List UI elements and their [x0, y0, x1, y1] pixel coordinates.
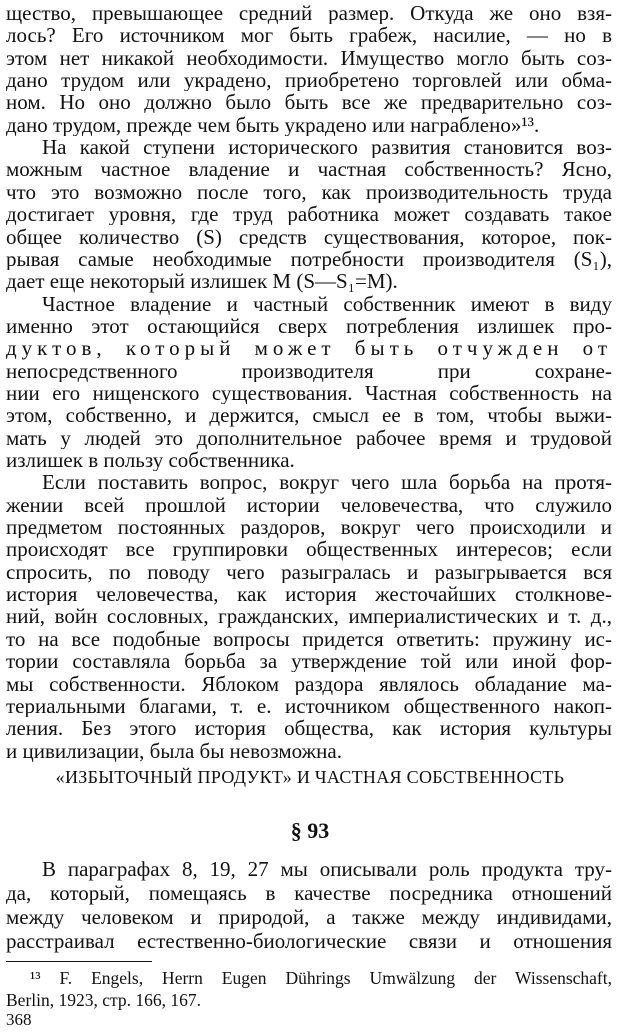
text-line: дано трудом или украдено, приобретено торговлей или обма- — [6, 69, 612, 92]
text-line: лось? Его источником мог быть грабеж, насилие, — но в — [6, 24, 612, 47]
section-number: § 93 — [290, 818, 330, 843]
text-line: дано трудом, прежде чем быть украдено или награблено»¹³. — [6, 113, 540, 137]
text-line: мы собственности. Яблоком раздора являлось обладание ма- — [6, 672, 612, 695]
footnote-line: Berlin, 1923, стр. 166, 167. — [6, 990, 201, 1010]
text-line: этом нет никакой необходимости. Имущество могло быть соз- — [6, 46, 612, 70]
text-line: можным частное владение и частная собственность? Ясно, — [6, 158, 612, 181]
text-line: между человеком и природой, а также между индивидами, — [6, 905, 612, 929]
text-line: достигает уровня, где труд работника может создавать такое — [6, 203, 612, 226]
text-line: предметом постоянных раздоров, вокруг чего происходили и — [6, 516, 612, 539]
text-line: расстраивал естественно-биологические связи и отношения — [6, 929, 612, 953]
text-line: мать у людей это дополнительное рабочее время и трудовой — [6, 426, 612, 449]
text-line: непосредственного производителя при сохране- — [6, 359, 612, 382]
text-line: излишек в пользу собственника. — [6, 449, 295, 472]
text-line: На какой ступени исторического развития становится воз- — [42, 136, 612, 159]
text-line: дает еще некоторый излишек M (S—S₁=M). — [6, 270, 398, 293]
text-line: ном. Но оно должно было быть все же предварительно соз- — [6, 91, 612, 114]
text-line: именно этот остающийся сверх потребления излишек про- — [6, 314, 612, 338]
footnote-line: ¹³ F. Engels, Herrn Eugen Dührings Umwälzung der Wissenschaft, — [30, 968, 612, 988]
text-line: история человечества, как история жесточайших столкнове- — [6, 583, 612, 606]
text-line: рывая самые необходимые потребности производителя (S₁), — [6, 247, 612, 271]
footnote-divider — [6, 961, 152, 962]
text-line: общее количество (S) средств существования, которое, пок- — [6, 225, 612, 248]
text-line: Частное владение и частный собственник имеют в виду — [42, 292, 612, 315]
text-line: этом, собственно, и держится, смысл ее в том, чтобы выжи- — [6, 404, 612, 427]
page-number: 368 — [6, 1010, 32, 1029]
text-line: тории составляла борьба за утверждение той или иной фор- — [6, 650, 612, 673]
text-line: нии его нищенского существования. Частная собственность на — [6, 381, 612, 405]
text-line: происходят все группировки общественных интересов; если — [6, 538, 612, 561]
text-line: жении всей прошлой истории человечества, что служило — [6, 493, 612, 517]
section-heading: «ИЗБЫТОЧНЫЙ ПРОДУКТ» И ЧАСТНАЯ СОБСТВЕННОСТЬ — [55, 767, 565, 787]
text-line: спросить, по поводу чего разыгралась и разыгрывается вся — [6, 560, 612, 584]
text-line: щество, превышающее средний размер. Откуда же оно взя- — [6, 2, 612, 25]
text-line: и цивилизации, была бы невозможна. — [6, 739, 342, 762]
text-line: ний, войн сословных, гражданских, империалистических и т. д., — [6, 605, 612, 628]
text-line: да, который, помещаясь в качестве посредника отношений — [6, 881, 612, 905]
text-line: ления. Без этого история общества, как история культуры — [6, 717, 612, 740]
text-line: то на все подобные вопросы придется ответить: пружину ис- — [6, 627, 612, 651]
text-line: териальными благами, т. е. источником общественного накоп- — [6, 694, 612, 718]
text-line: что это возможно после того, как производительность труда — [6, 180, 612, 204]
text-line: В параграфах 8, 19, 27 мы описывали роль продукта тру- — [42, 857, 612, 881]
text-line: Если поставить вопрос, вокруг чего шла борьба на протя- — [42, 471, 612, 494]
text-line-emphasis: дуктов, который может быть отчужден от — [6, 337, 612, 360]
